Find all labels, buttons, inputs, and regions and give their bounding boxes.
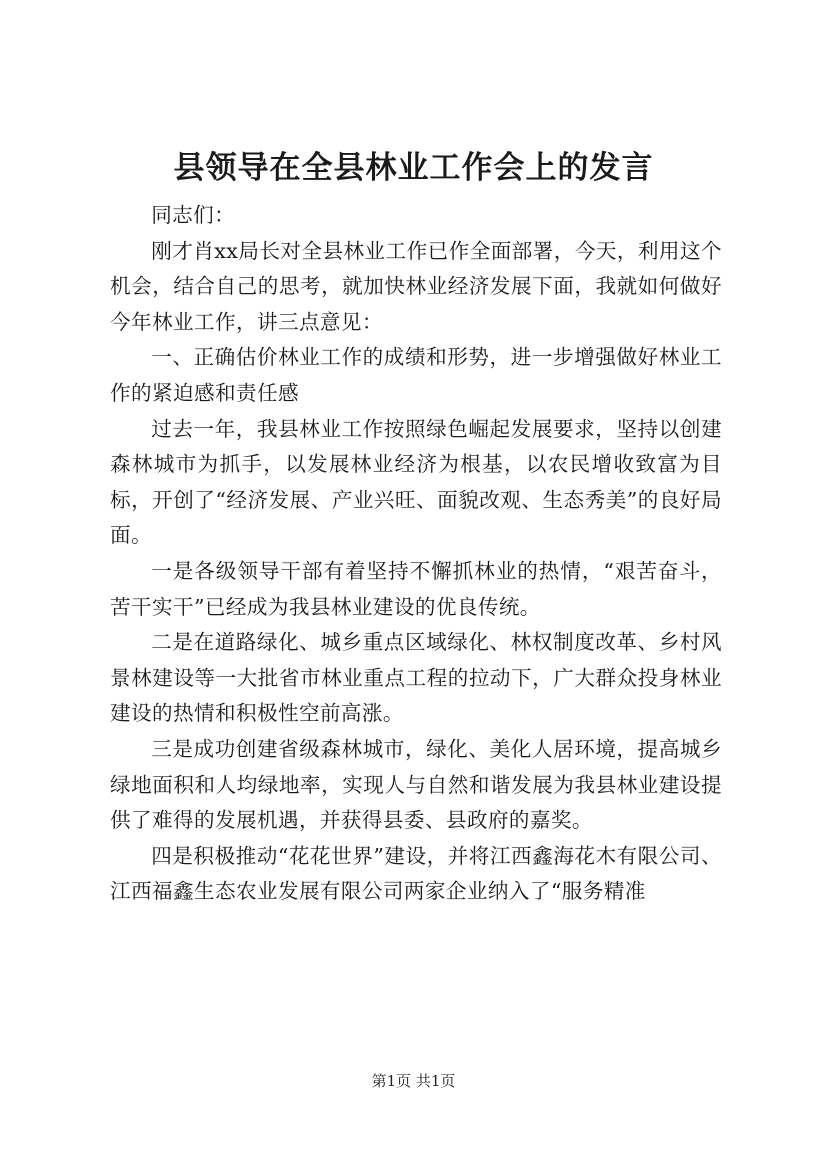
document-body (110, 198, 722, 910)
paragraph-past-year: 过去一年，我县林业工作按照绿色崛起发展要求，坚持以创建森林城市为抓手，以发展林业经济为根基，以农民增收致富为目标，开创了“经济发展、产业兴旺、面貌改观、生态秀美”的良好局面。 (110, 416, 722, 548)
paragraph-intro: 刚才肖xx局长对全县林业工作已作全面部署，今天，利用这个机会，结合自己的思考，就加快林业经济发展下面，我就如何做好今年林业工作，讲三点意见： (110, 238, 722, 334)
document-title: 县领导在全县林业工作会上的发言 (173, 150, 654, 186)
paragraph-greeting: 同志们： (151, 203, 236, 227)
page-number-footer: 第1页 共1页 (371, 1072, 456, 1090)
paragraph-point-2: 二是在道路绿化、城乡重点区域绿化、林权制度改革、乡村风景林建设等一大批省市林业重点工程的拉动下，广大群众投身林业建设的热情和积极性空前高涨。 (110, 630, 722, 726)
paragraph-point-4: 四是积极推动“花花世界”建设，并将江西鑫海花木有限公司、江西福鑫生态农业发展有限公司两家企业纳入了“服务精准 (110, 843, 722, 904)
paragraph-point-3: 三是成功创建省级森林城市，绿化、美化人居环境，提高城乡绿地面积和人均绿地率，实现人与自然和谐发展为我县林业建设提供了难得的发展机遇，并获得县委、县政府的嘉奖。 (110, 736, 722, 833)
section-heading-1: 一、正确估价林业工作的成绩和形势，进一步增强做好林业工作的紧迫感和责任感 (110, 345, 722, 405)
paragraph-point-1: 一是各级领导干部有着坚持不懈抓林业的热情，“艰苦奋斗，苦干实干”已经成为我县林业建设的优良传统。 (110, 558, 722, 619)
